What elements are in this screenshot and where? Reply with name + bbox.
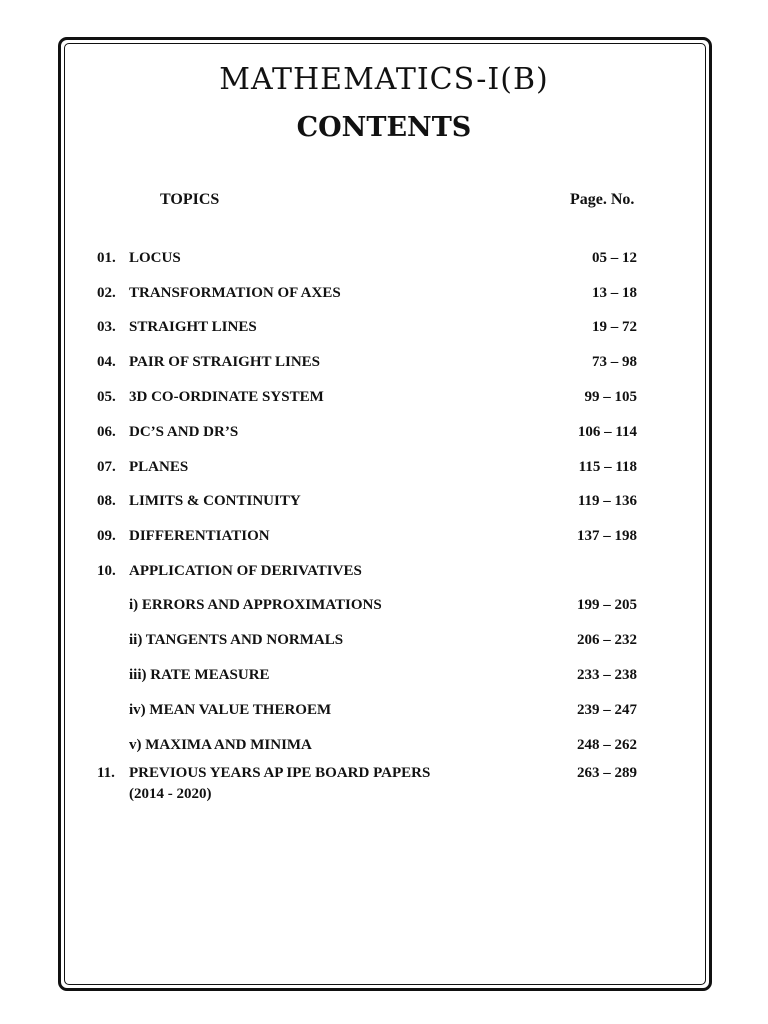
toc-row[interactable] — [0, 248, 768, 268]
toc-subrow[interactable] — [0, 700, 768, 720]
toc-subrow-pages: 199 – 205 — [577, 597, 637, 613]
toc-subrow-topic: v) MAXIMA AND MINIMA — [129, 737, 312, 753]
toc-row-number: 10. — [97, 563, 116, 579]
toc-row-topic: PAIR OF STRAIGHT LINES — [129, 354, 321, 370]
toc-row-topic: APPLICATION OF DERIVATIVES — [129, 563, 362, 579]
toc-row-topic: DC’S AND DR’S — [129, 424, 239, 440]
toc-subrow-topic: ii) TANGENTS AND NORMALS — [129, 632, 344, 648]
toc-row[interactable] — [0, 457, 768, 477]
toc-row-topic: TRANSFORMATION OF AXES — [129, 285, 341, 301]
toc-row-topic: STRAIGHT LINES — [129, 319, 257, 335]
toc-row-year-range: (2014 - 2020) — [129, 786, 212, 802]
toc-row[interactable] — [0, 526, 768, 546]
toc-row-topic: 3D CO-ORDINATE SYSTEM — [129, 389, 324, 405]
toc-row-pages: 119 – 136 — [577, 493, 637, 509]
toc-row-pages: 19 – 72 — [592, 319, 637, 335]
toc-row-number: 03. — [97, 319, 116, 335]
toc-row-pages: 05 – 12 — [592, 250, 637, 266]
toc-row-number: 05. — [97, 389, 116, 405]
toc-subrow[interactable] — [0, 735, 768, 755]
toc-subrow-pages: 233 – 238 — [577, 667, 637, 683]
toc-row-topic: PLANES — [129, 459, 189, 475]
contents-heading: CONTENTS — [296, 112, 472, 143]
toc-row-number: 11. — [97, 765, 115, 781]
toc-row-topic: LIMITS & CONTINUITY — [129, 493, 301, 509]
toc-row[interactable] — [0, 283, 768, 303]
toc-subrow[interactable] — [0, 595, 768, 615]
toc-row[interactable] — [0, 317, 768, 337]
toc-row-pages: 99 – 105 — [584, 389, 637, 405]
toc-row-number: 07. — [97, 459, 116, 475]
toc-row-pages: 115 – 118 — [578, 459, 637, 475]
toc-row[interactable] — [0, 352, 768, 372]
toc-row[interactable] — [0, 422, 768, 442]
toc-subrow[interactable] — [0, 665, 768, 685]
toc-subrow-pages: 248 – 262 — [577, 737, 637, 753]
toc-subrow-topic: i) ERRORS AND APPROXIMATIONS — [129, 597, 382, 613]
toc-row[interactable] — [0, 491, 768, 511]
toc-row[interactable] — [0, 561, 768, 581]
toc-row-number: 02. — [97, 285, 116, 301]
toc-subrow-pages: 206 – 232 — [577, 632, 637, 648]
topics-column-header: TOPICS — [160, 191, 220, 208]
toc-row-pages: 73 – 98 — [592, 354, 637, 370]
toc-row[interactable] — [0, 387, 768, 407]
toc-row-pages: 13 – 18 — [592, 285, 637, 301]
toc-row-number: 04. — [97, 354, 116, 370]
document-title: MATHEMATICS-I(B) — [219, 62, 549, 97]
toc-row-number: 06. — [97, 424, 116, 440]
toc-row-pages: 106 – 114 — [577, 424, 637, 440]
toc-row-topic: PREVIOUS YEARS AP IPE BOARD PAPERS — [129, 765, 431, 781]
toc-row-topic: LOCUS — [129, 250, 181, 266]
toc-row-pages: 137 – 198 — [577, 528, 637, 544]
toc-row-number: 01. — [97, 250, 116, 266]
toc-row[interactable] — [0, 763, 768, 783]
toc-subrow-topic: iii) RATE MEASURE — [129, 667, 270, 683]
toc-subrow-topic: iv) MEAN VALUE THEROEM — [129, 702, 332, 718]
toc-row-topic: DIFFERENTIATION — [129, 528, 270, 544]
toc-subrow[interactable] — [0, 630, 768, 650]
toc-row-number: 09. — [97, 528, 116, 544]
toc-row-pages: 263 – 289 — [577, 765, 637, 781]
toc-row-number: 08. — [97, 493, 116, 509]
toc-subrow-pages: 239 – 247 — [577, 702, 637, 718]
page-number-column-header: Page. No. — [570, 191, 635, 208]
page-border-inner — [64, 43, 706, 985]
